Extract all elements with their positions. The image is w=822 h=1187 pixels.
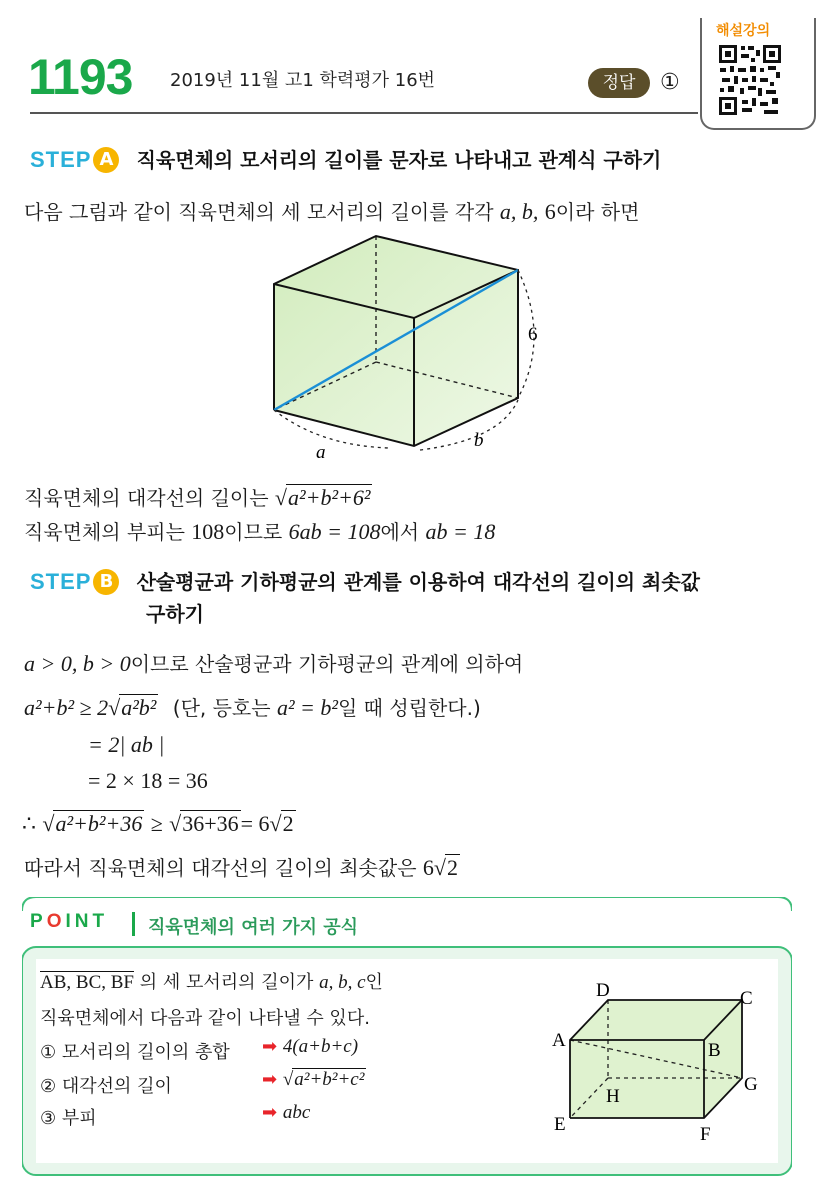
ineq-lhs: a²+b² ≥ 2 — [24, 695, 109, 720]
cond-text: 이므로 산술평균과 기하평균의 관계에 의하여 — [130, 652, 524, 676]
point-item-3-label: ③ 부피 — [40, 1108, 97, 1129]
point-title: 직육면체의 여러 가지 공식 — [148, 917, 359, 938]
point-item-3-value-wrap — [262, 1102, 310, 1124]
diag-expr: a²+b²+6² — [288, 485, 371, 510]
cuboid-figure — [250, 228, 570, 468]
step-b-header — [30, 566, 790, 595]
point-item-1 — [40, 1038, 230, 1064]
step-equation-2: = 2| ab | — [88, 732, 165, 757]
final-ge: ≥ — [150, 811, 163, 836]
intro-tail: 이라 하면 — [555, 200, 640, 224]
point-logo — [30, 911, 108, 933]
conclusion-root: 2 — [446, 855, 458, 880]
volume-mid2: 에서 — [380, 520, 420, 544]
inequality-line — [24, 692, 481, 721]
step-b-badge: B — [93, 569, 119, 595]
point-item-2-value: a²+b²+c² — [294, 1069, 365, 1090]
diag-sqrt: √a²+b²+6² — [274, 485, 371, 510]
cond-expr: a > 0, b > 0 — [24, 651, 131, 676]
problem-source: 2019년 11월 고1 학력평가 16번 — [170, 70, 436, 91]
label-b: b — [474, 430, 484, 451]
step-a-label: STEP — [30, 147, 92, 172]
volume-text: 직육면체의 부피는 — [24, 520, 185, 544]
point-item-1-value-wrap — [262, 1036, 358, 1058]
volume-num: 108 — [191, 519, 225, 544]
point-item-3 — [40, 1104, 97, 1130]
step-b-label: STEP — [30, 569, 92, 594]
diagonal-line — [24, 482, 372, 511]
conclusion-sqrt: √2 — [433, 855, 458, 880]
vertex-h: H — [606, 1086, 620, 1107]
step-a-title: 직육면체의 모서리의 길이를 문자로 나타내고 관계식 구하기 — [136, 148, 662, 172]
ineq-note-pre: (단, 등호는 — [172, 696, 271, 720]
therefore-line — [22, 810, 296, 837]
step-a-badge: A — [93, 147, 119, 173]
condition-line — [24, 648, 523, 677]
point-item-1-label: ① 모서리의 길이의 총합 — [40, 1042, 230, 1063]
point-divider — [132, 912, 135, 936]
ineq-root: a²b² — [121, 695, 157, 720]
qr-code-icon[interactable] — [718, 44, 782, 116]
intro-num: 6 — [544, 199, 556, 224]
vertex-a: A — [552, 1030, 566, 1051]
volume-mid: 이므로 — [224, 520, 283, 544]
volume-res: ab = 18 — [425, 519, 496, 544]
final-sqrt-3: √2 — [269, 811, 294, 836]
conclusion-text: 따라서 직육면체의 대각선의 길이의 최솟값은 — [24, 856, 417, 880]
qr-label: 해설강의 — [716, 23, 771, 39]
point-item-2-sqrt: √a²+b²+c² — [282, 1069, 365, 1090]
final-root-3: 2 — [282, 811, 294, 836]
vertex-g: G — [744, 1074, 758, 1095]
point-line1-tail: 인 — [365, 972, 383, 993]
point-logo-rest: INT — [65, 911, 109, 932]
point-line-2: 직육면체에서 다음과 같이 나타낼 수 있다. — [40, 1008, 370, 1029]
intro-vars: a, b, — [499, 199, 539, 224]
diag-text: 직육면체의 대각선의 길이는 — [24, 486, 269, 510]
point-line1-vars: a, b, c — [319, 972, 366, 993]
point-logo-o: O — [46, 911, 66, 932]
step-a-header — [30, 144, 661, 173]
final-root-1: a²+b²+36 — [55, 811, 143, 836]
vertex-b: B — [708, 1040, 721, 1061]
final-root-2: 36+36 — [182, 811, 239, 836]
volume-line — [24, 516, 495, 545]
arrow-icon: ➡ — [262, 1036, 278, 1057]
ineq-sqrt: √a²b² — [108, 695, 157, 720]
final-eq: = 6 — [240, 811, 270, 836]
point-line1-mid: 의 세 모서리의 길이가 — [139, 972, 314, 993]
ineq-note-eq: a² = b² — [276, 695, 338, 720]
final-sqrt-1: √a²+b²+36 — [42, 811, 143, 836]
point-line-1 — [40, 968, 383, 994]
point-item-2 — [40, 1072, 172, 1098]
arrow-icon: ➡ — [262, 1102, 278, 1123]
vertex-e: E — [554, 1114, 566, 1135]
problem-number: 1193 — [28, 49, 133, 105]
conclusion-line — [24, 852, 460, 881]
point-item-2-label: ② 대각선의 길이 — [40, 1076, 172, 1097]
answer-value: ① — [660, 70, 680, 95]
vertex-d: D — [596, 980, 610, 1001]
step-b-title-2: 구하기 — [146, 602, 204, 626]
point-cuboid-figure — [548, 978, 768, 1148]
arrow-icon: ➡ — [262, 1069, 278, 1090]
point-edges: AB, BC, BF — [40, 972, 134, 993]
therefore-symbol: ∴ — [22, 811, 36, 836]
header-divider — [30, 112, 698, 114]
answer-badge: 정답 — [588, 68, 650, 98]
vertex-f: F — [700, 1124, 711, 1145]
conclusion-val: 6 — [422, 855, 434, 880]
vertex-c: C — [740, 988, 753, 1009]
ineq-note-post: 일 때 성립한다.) — [337, 696, 481, 720]
volume-eq: 6ab = 108 — [288, 519, 381, 544]
step-b-title-1: 산술평균과 기하평균의 관계를 이용하여 대각선의 길이의 최솟값 — [136, 570, 700, 594]
step-equation-3: = 2 × 18 = 36 — [88, 768, 208, 793]
point-item-2-value-wrap — [262, 1068, 366, 1091]
point-item-3-value: abc — [282, 1102, 311, 1123]
point-item-1-value: 4(a+b+c) — [282, 1036, 359, 1057]
step-a-intro — [24, 196, 639, 225]
final-sqrt-2: √36+36 — [169, 811, 239, 836]
intro-text: 다음 그림과 같이 직육면체의 세 모서리의 길이를 각각 — [24, 200, 494, 224]
label-a: a — [316, 442, 326, 463]
point-logo-p: P — [30, 911, 47, 932]
label-height: 6 — [528, 324, 538, 345]
